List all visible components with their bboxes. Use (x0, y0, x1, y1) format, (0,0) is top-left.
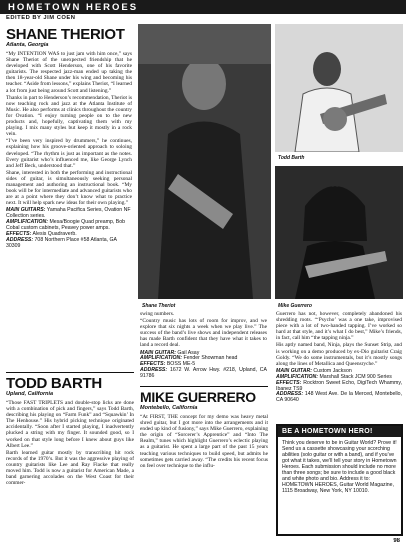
shane-photo (138, 24, 271, 299)
gear-key: ADDRESS: (140, 367, 168, 374)
gear-value: Custom Jackson (313, 367, 352, 374)
mike-caption: Mike Guerrero (278, 303, 312, 309)
gear-key: AMPLIFICATION: (276, 373, 318, 380)
hero-box-title: BE A HOMETOWN HERO! (278, 426, 401, 437)
mike-cont-paragraph: Guerrero has not, however, completely abandoned his shredding roots. “‘Psycho’ was a one take, improvised piece with a lot of two-handed tapping. I’ve worked so hard at that style, and it’s what I do best,” Mike’s friends, in fact, call him “the tapping ninja.” (276, 311, 402, 342)
gear-value: 708 Northern Place #58 Atlanta, GA 30309 (6, 236, 117, 249)
mike-body (140, 414, 268, 469)
gear-value: Gail Asay (177, 349, 200, 356)
gear-key: AMPLIFICATION: (140, 355, 182, 362)
editor-credit: EDITED BY JIM COEN (6, 15, 76, 21)
todd-body (6, 400, 134, 486)
gear-key: MAIN GUITARS: (6, 207, 46, 214)
mike-paragraph: “At FIRST, THE concept for my demo was heavy metal shred guitar, but I got more into the arrangements and it ended up kind of fusiony,” says Mike Guerrero, explaining the origin of “Sorcerer’s Apprentice” and “Into The Realm,” tunes which highlight Guerrero’s eclectic playing as a guitarist. He spent a large part of the past 15 years teaching various techniques to build speed, but admits he sometimes gets carried away. “The credits his recent focus on feel over technique to the influ- (140, 414, 268, 469)
mike-gear (276, 369, 402, 404)
todd-caption: Todd Barth (278, 155, 305, 161)
shane-paragraph: Thanks in part to Henderson’s recommendation, Theriot is now teaching rock and jazz at the Atlanta Institute of Music. He also performs at clinics throughout the country for Ovation. “I enjoy turning people on to the new products and, hopefully, captivating them with my playing. I mix many styles but keep it mostly in a rock vein. (6, 94, 132, 138)
hero-box-text: Think you deserve to be in Guitar World? Prove it! Send us a cassette showcasing your scorching abilities (solo guitar or with a band), and if you’ve got what it takes, we’ll tell your story in Hometown Heroes. Each submission should include no more than three songs; be sure to include a good black and white photo and bio. Address it to: HOMETOWN HEROES, Guitar World Magazine, 1115 Broadway, New York, NY 10010. (282, 440, 397, 494)
gear-key: EFFECTS: (6, 230, 32, 237)
gear-value: Rocktron Sweet Echo, DigiTech Whammy, Ibanez TS9 (276, 379, 402, 392)
mike-name: MIKE GUERRERO (140, 390, 256, 405)
shane-paragraph: Shane, interested in both the performing and instructional sides of guitar, is simultaneously seeking personal management and authoring an instructional book. “My book will be for intermediate and advanced guitarists who are at a point where they don’t know what to practice next. It will help spark new ideas for their own playing.” (6, 169, 132, 207)
gear-key: ADDRESS: (6, 236, 34, 243)
gear-value: Mesa/Boogie Quad preamp, Bob Cobal custom cabinets, Peavey power amps. (6, 219, 125, 232)
gear-value: 1672 W. Arrow Hwy. #218, Upland, CA 91786 (140, 367, 267, 380)
todd-continued (140, 311, 267, 386)
gear-key: EFFECTS: (140, 361, 166, 368)
todd-name: TODD BARTH (6, 376, 102, 392)
todd-cont-paragraph: “Country music has lots of room for improv, and we explore that six nights a week when we play live.” The success of the band’s live shows and independent releases has made Barth confident that they have what it takes to land a record deal. (140, 318, 267, 349)
gear-value: Fender Showman head (183, 355, 238, 362)
shane-body (6, 51, 132, 206)
shane-article (6, 27, 132, 369)
gear-value: Alesis Quadraverb. (32, 230, 77, 237)
shane-name: SHANE THERIOT (6, 27, 125, 43)
shane-location: Atlanta, Georgia (6, 42, 49, 48)
shane-caption: Shane Theriot (142, 303, 176, 309)
gear-key: EFFECTS: (276, 379, 302, 386)
todd-gear (140, 351, 267, 381)
mike-article (140, 390, 268, 544)
todd-photo (275, 24, 403, 152)
mike-photo (275, 166, 403, 299)
todd-location: Upland, California (6, 391, 54, 397)
gear-value: 148 West Ave. De la Merced, Montebello, CA 90640 (276, 391, 402, 404)
gear-key: AMPLIFICATION: (6, 219, 48, 226)
todd-cont-line: swing numbers. (140, 311, 175, 317)
divider (6, 372, 134, 373)
gear-value: Marshall Stack JCM 900 Series (319, 373, 392, 380)
shane-paragraph: “My INTENTION WAS to just jam with him once,” says Shane Theriot of the unexpected friendship that he developed with Scott Henderson, one of his favorite guitarists. The respected jazz-man ended up taking the then 18-year-old Shane under his wing and becoming his teacher. “Aside from lessons,” explains Theriot, “I learned a lot from just being around Scott and listening.” (6, 51, 132, 94)
page-number: 98 (393, 538, 400, 544)
gear-value: BOSS ME-5 (166, 361, 196, 368)
shane-gear (6, 208, 132, 249)
gear-key: MAIN GUITAR: (140, 349, 176, 356)
gear-value: Yamaha Pacifica Series, Ovation NF Collection series. (6, 207, 131, 220)
mike-continued (276, 311, 402, 419)
divider (140, 386, 268, 387)
todd-article (6, 376, 134, 544)
section-header: HOMETOWN HEROES (0, 0, 406, 14)
hometown-hero-box (276, 424, 403, 536)
mike-cont-paragraph: His aptly named band, Ninja, plays the Sunset Strip, and is working on a demo produced by ex-Dio guitarist Craig Goldy. “We do some instrumentals, but it’s mostly songs along the lines of Metallica and Queensryche.” (276, 342, 402, 367)
mike-location: Montebello, California (140, 405, 198, 411)
todd-paragraph: Barth learned guitar mostly by transcribing hit rock records of the 1970’s. But it was the aggressive playing of country guitarists like Lee and Ray Flacke that really moved him. Todd is now a guitarist for American Made, a band garnering accolades on the West Coast for their commer- (6, 449, 134, 487)
todd-paragraph: “Those FAST TRIPLETS and double-stop licks are done with a combination of pick and fingers,” says Todd Barth, describing his playing on “Farm Funk” and “Squawkin’ In The Henhouse.” His hybrid picking technique originated accidentally. “Soon after I started playing, I inadvertently plucked a string with my finger. It sounded good, so I worked on that style long before I knew about guys like Albert Lee.” (6, 400, 134, 449)
shane-paragraph: “I’ve been very inspired by drummers,” he continues, explaining how his groove-oriented approach to soloing developed. “The rhythm is just as important as the notes. Every guitarist who’s influenced me, like George Lynch and Jeff Beck, understood that.” (6, 138, 132, 169)
gear-key: MAIN GUITAR: (276, 367, 312, 374)
gear-key: ADDRESS: (276, 391, 304, 398)
